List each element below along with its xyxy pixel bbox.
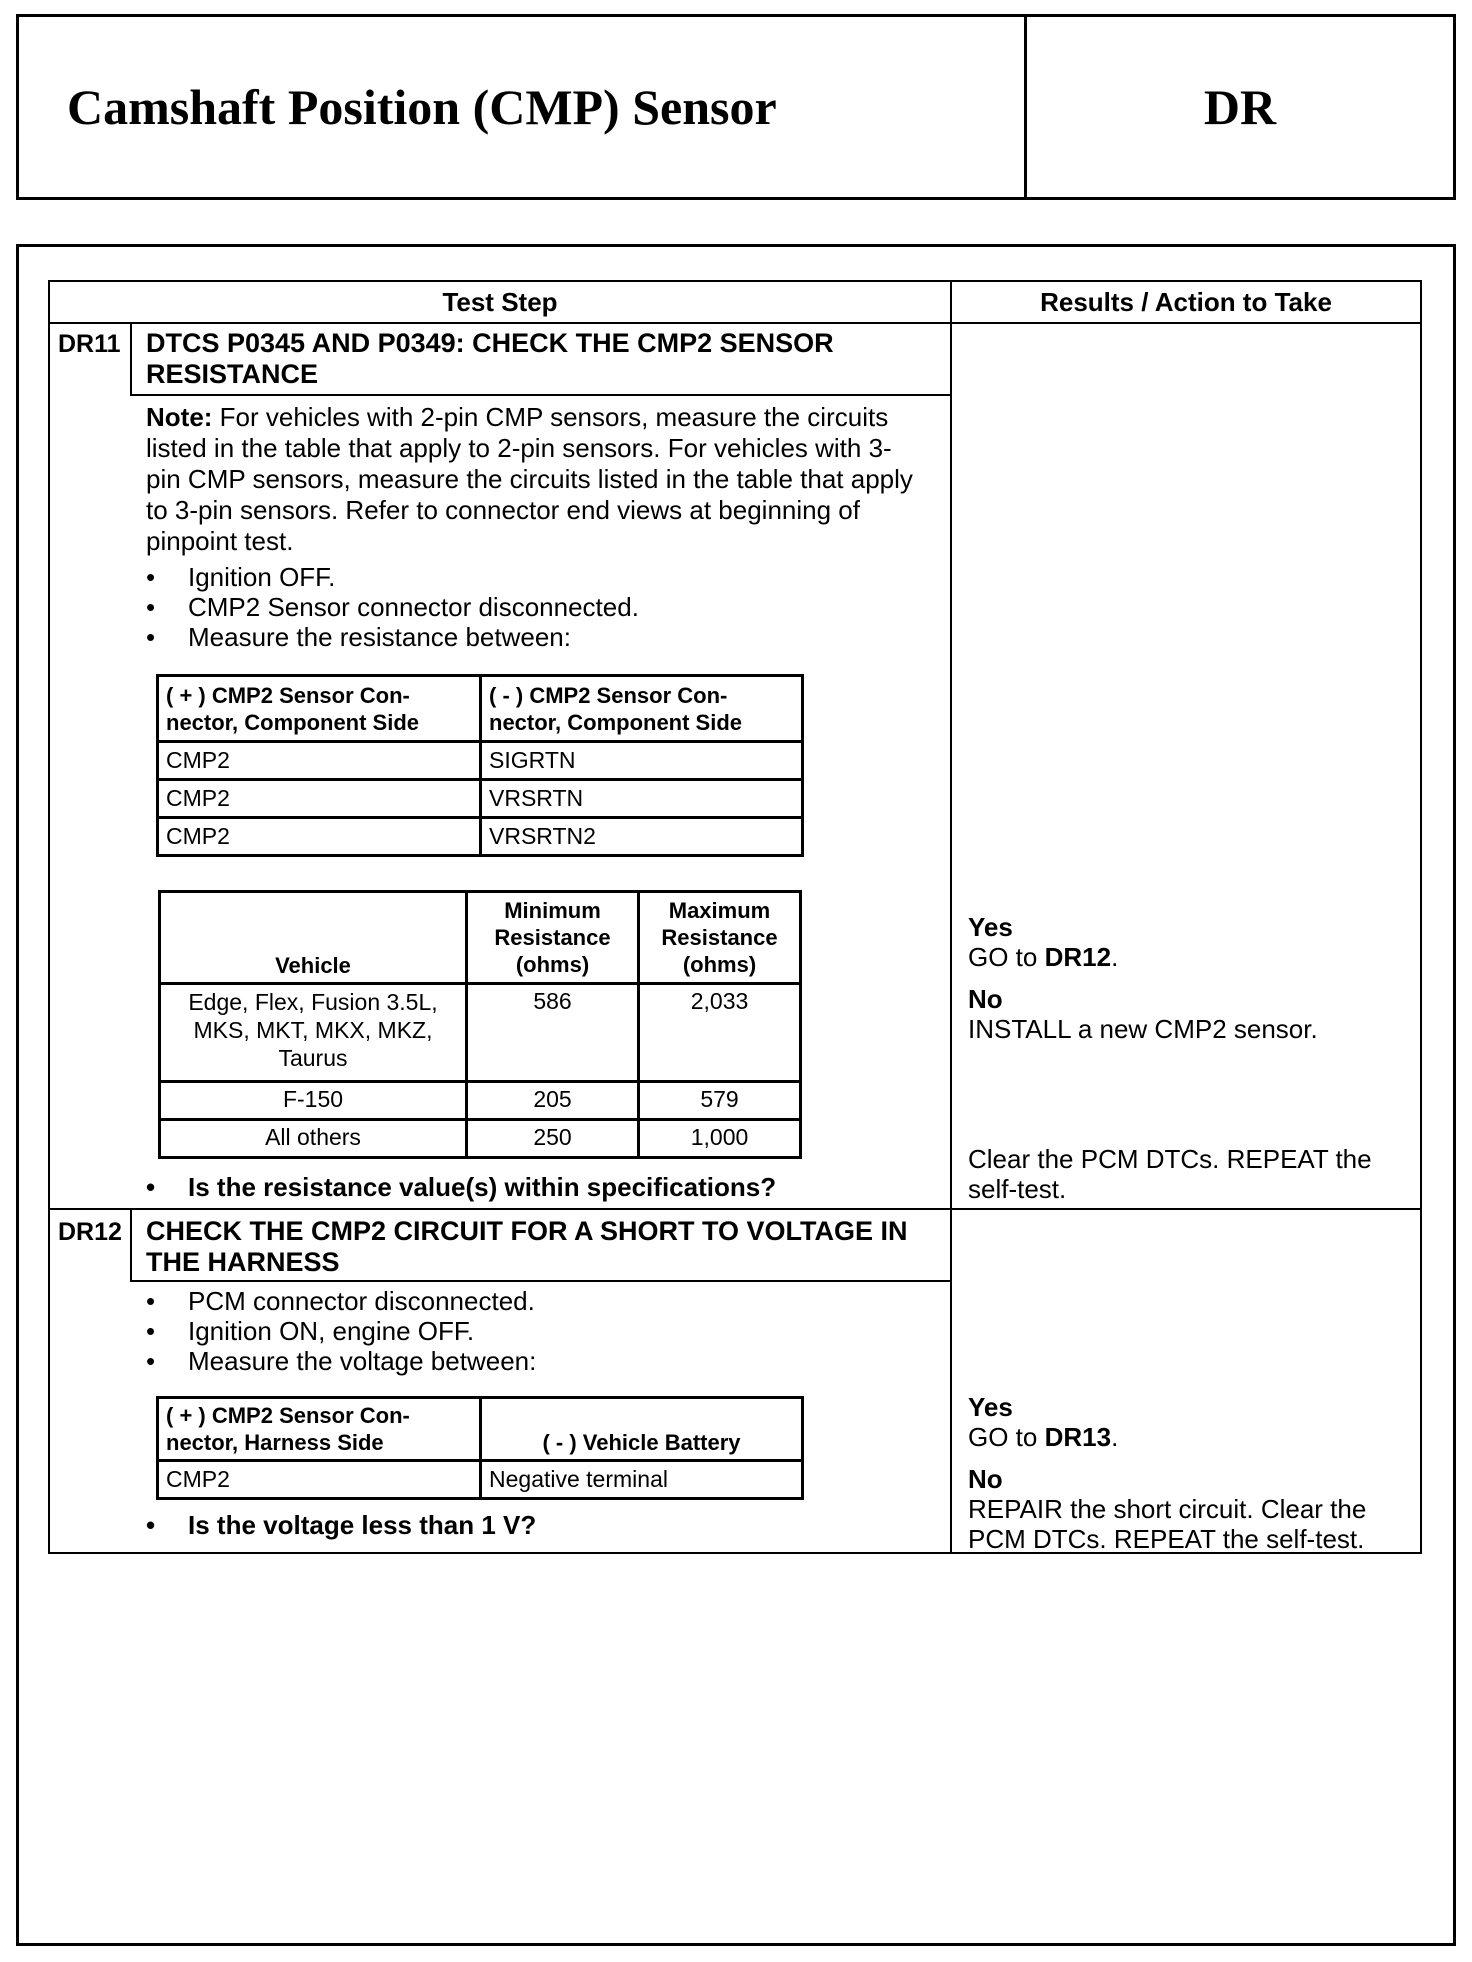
note-text: For vehicles with 2-pin CMP sensors, measure the circuits listed in the table that apply to 2-pin sensors. For vehicles with 3-pin CMP sensors, measure the circuits listed in the table that apply to 3-pin sensors. Refer to connector end views at beginning of pinpoint test. bbox=[146, 402, 913, 556]
step-id-dr12: DR12 bbox=[58, 1218, 122, 1246]
table-header: Vehicle bbox=[160, 892, 467, 984]
step-bullets-dr11 bbox=[146, 562, 926, 652]
table-header: Maximum Resistance (ohms) bbox=[639, 892, 801, 984]
table-header: ( - ) Vehicle Battery bbox=[481, 1398, 803, 1461]
table-header: Minimum Resistance (ohms) bbox=[467, 892, 639, 984]
column-header-test-step: Test Step bbox=[442, 286, 558, 317]
yes-end: . bbox=[1111, 1422, 1119, 1452]
no-label: No bbox=[968, 1464, 1003, 1494]
bullet-item: • Ignition ON, engine OFF. bbox=[146, 1316, 926, 1346]
table-cell: 2,033 bbox=[639, 984, 801, 1082]
result-no-dr11 bbox=[968, 984, 1408, 1044]
note-label: Note: bbox=[146, 402, 213, 432]
page-header bbox=[16, 14, 1456, 200]
result-no-dr12 bbox=[968, 1464, 1416, 1554]
step-question-dr11: • Is the resistance value(s) within specifications? bbox=[146, 1172, 776, 1203]
page-title: Camshaft Position (CMP) Sensor bbox=[19, 17, 1027, 197]
resistance-spec-table bbox=[158, 890, 802, 1159]
no-text: INSTALL a new CMP2 sensor. bbox=[968, 1014, 1318, 1044]
bullet-item: • Measure the voltage between: bbox=[146, 1346, 926, 1376]
table-cell: 579 bbox=[639, 1082, 801, 1120]
yes-text: GO to bbox=[968, 1422, 1045, 1452]
column-header-results: Results / Action to Take bbox=[1040, 286, 1332, 317]
table-cell: 205 bbox=[467, 1082, 639, 1120]
table-cell: All others bbox=[160, 1120, 467, 1158]
table-cell: VRSRTN bbox=[481, 780, 803, 818]
table-cell: F-150 bbox=[160, 1082, 467, 1120]
step-title-dr11: DTCS P0345 AND P0349: CHECK THE CMP2 SENSOR RESISTANCE bbox=[146, 328, 834, 389]
table-cell: 1,000 bbox=[639, 1120, 801, 1158]
step-bullets-dr12 bbox=[146, 1286, 926, 1376]
no-label: No bbox=[968, 984, 1003, 1014]
bullet-item: • CMP2 Sensor connector disconnected. bbox=[146, 592, 926, 622]
voltage-test-table bbox=[156, 1396, 804, 1500]
step-id-dr11: DR11 bbox=[58, 330, 121, 358]
yes-label: Yes bbox=[968, 1392, 1013, 1422]
result-yes-dr11 bbox=[968, 912, 1408, 972]
yes-target: DR13 bbox=[1044, 1422, 1112, 1452]
table-cell: SIGRTN bbox=[481, 742, 803, 780]
yes-target: DR12 bbox=[1044, 942, 1112, 972]
yes-label: Yes bbox=[968, 912, 1013, 942]
bullet-item: • PCM connector disconnected. bbox=[146, 1286, 926, 1316]
table-cell: 586 bbox=[467, 984, 639, 1082]
table-cell: Negative terminal bbox=[481, 1461, 803, 1499]
table-header: ( - ) CMP2 Sensor Con- nector, Component Side bbox=[481, 676, 803, 742]
table-cell: CMP2 bbox=[158, 1461, 481, 1499]
table-cell: 250 bbox=[467, 1120, 639, 1158]
step-note bbox=[146, 402, 926, 557]
result-note-dr11: Clear the PCM DTCs. REPEAT the self-test. bbox=[968, 1144, 1372, 1204]
table-header: ( + ) CMP2 Sensor Con- nector, Component Side bbox=[158, 676, 481, 742]
step-question-dr12: • Is the voltage less than 1 V? bbox=[146, 1510, 536, 1541]
result-yes-dr12 bbox=[968, 1392, 1408, 1452]
table-cell: CMP2 bbox=[158, 818, 481, 856]
step-title-dr12: CHECK THE CMP2 CIRCUIT FOR A SHORT TO VOLTAGE IN THE HARNESS bbox=[146, 1216, 908, 1277]
yes-end: . bbox=[1111, 942, 1119, 972]
connector-pin-table bbox=[156, 674, 804, 857]
table-cell: VRSRTN2 bbox=[481, 818, 803, 856]
table-cell: CMP2 bbox=[158, 780, 481, 818]
no-text: REPAIR the short circuit. Clear the PCM DTCs. REPEAT the self-test. bbox=[968, 1494, 1367, 1554]
table-cell: Edge, Flex, Fusion 3.5L, MKS, MKT, MKX, MKZ, Taurus bbox=[160, 984, 467, 1082]
table-cell: CMP2 bbox=[158, 742, 481, 780]
yes-text: GO to bbox=[968, 942, 1045, 972]
section-code: DR bbox=[1203, 79, 1277, 135]
bullet-item: • Ignition OFF. bbox=[146, 562, 926, 592]
bullet-item: • Measure the resistance between: bbox=[146, 622, 926, 652]
table-header: ( + ) CMP2 Sensor Con- nector, Harness Side bbox=[158, 1398, 481, 1461]
pinpoint-test-table bbox=[48, 280, 1422, 1554]
